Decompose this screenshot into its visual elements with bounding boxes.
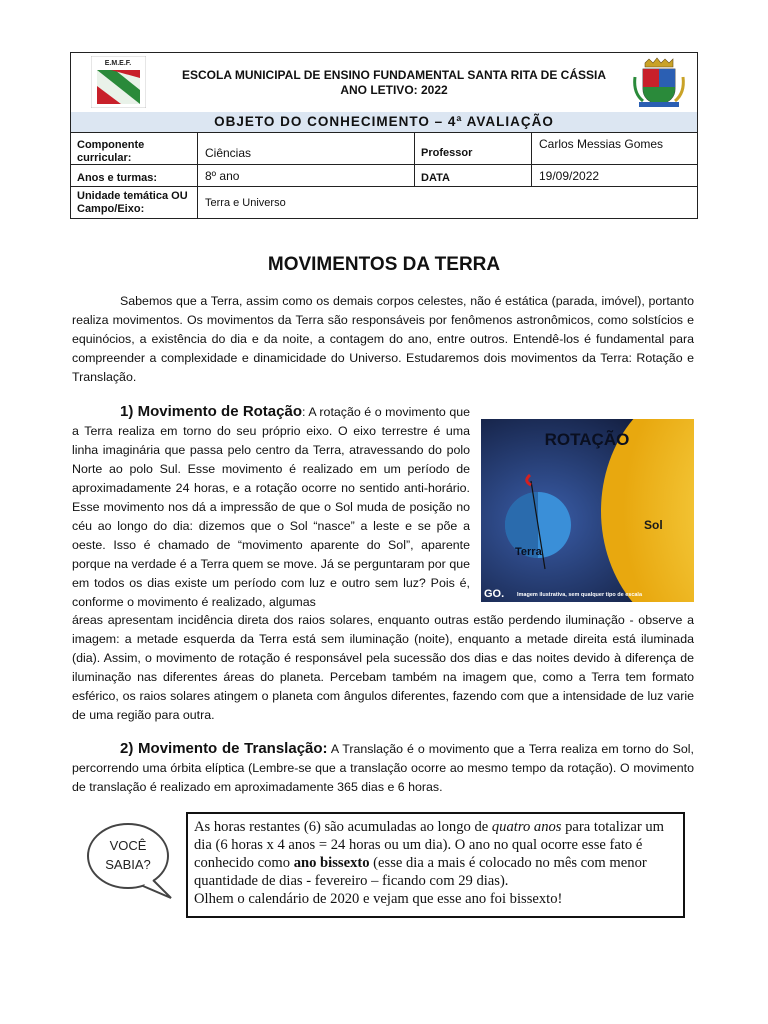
translation-heading: 2) Movimento de Translação:: [120, 740, 328, 757]
assessment-title: OBJETO DO CONHECIMENTO – 4ª AVALIAÇÃO: [71, 112, 697, 133]
header-table: [70, 52, 698, 219]
city-coat-of-arms: [631, 57, 687, 109]
rotation-colon: :: [302, 405, 309, 419]
did-you-know-text: [186, 812, 685, 918]
did-you-know-box: [83, 812, 687, 920]
component-value: Ciências: [205, 146, 252, 160]
header-top-row: [71, 53, 697, 113]
page-title: MOVIMENTOS DA TERRA: [267, 254, 501, 275]
rotation-paragraph: [72, 402, 470, 612]
date-value: 19/09/2022: [539, 169, 600, 183]
unit-label: Unidade temática OU Campo/Eixo:: [77, 190, 188, 215]
teacher-label: Professor: [421, 147, 473, 159]
fact-text-1: As horas restantes (6) são acumuladas ao longo de: [194, 819, 492, 835]
translation-text: A Translação é o movimento que a Terra realiza em torno do Sol, percorrendo uma órbita elíptica (Lembre-se que a translação ocorre ao mesmo tempo da rotação). O movimento de translação é realizado em aproximadamente 365 dias e 6 horas.: [72, 742, 695, 794]
rotation-illustration: [481, 419, 694, 602]
rotation-paragraph-continued: áreas apresentam incidência direta dos raios solares, enquanto outras estão perdendo iluminação - observe a imagem: a metade esquerda da Terra está sem iluminação (noite), enquanto a metade direita está iluminada (dia). Assim, o movimento de rotação é responsável pela sucessão dos dias e das noites devido à diferença de iluminação nas diferentes áreas do planeta. Percebam também na imagem que, como a Terra tem formato esférico, os raios solares atingem o planeta com ângulos diferentes, fazendo com que a intensidade de luz varie de uma região para outra.: [72, 613, 694, 722]
school-heading: [171, 68, 617, 98]
grade-value: 8º ano: [205, 169, 240, 183]
rotation-text: A rotação é o movimento que a Terra realiza em torno do seu próprio eixo. O eixo terrestre é uma linha imaginária que passa pelo centro da Terra, atravessando do polo Norte ao polo Sul. Esse movimento é realizado em um período de aproximadamente 24 horas, e a rotação ocorre no sentido anti-horário. Esse movimento nos dá a impressão de que o Sol muda de posição no céu ao longo do dia: dizemos que o Sol “nasce” a leste e se põe a oeste. Isso é chamado de “movimento aparente do Sol”, aparente porque na verdade é a Terra quem se move. Já se perguntaram por que em todos os dias existe um período com luz e outro sem luz? Pois é, conforme o movimento é realizado, algumas: [72, 405, 470, 609]
col-divider: [531, 133, 532, 186]
fact-text-2: para totalizar um dia (6 horas x 4 anos = 24 horas ou um dia). O ano no qual ocorre esse fato é conhecido como: [194, 819, 664, 871]
unit-value: Terra e Universo: [205, 197, 286, 209]
logo-text: E.M.E.F.: [104, 60, 132, 67]
fact-bold: ano bissexto: [293, 855, 370, 871]
image-title: ROTAÇÃO: [544, 430, 630, 449]
grade-label: Anos e turmas:: [77, 172, 158, 184]
component-label: Componente curricular:: [77, 139, 145, 164]
bubble-line-2: SABIA?: [105, 857, 151, 872]
earth-label: Terra: [515, 546, 542, 558]
fact-italic: quatro anos: [491, 819, 562, 835]
translation-paragraph: [72, 739, 694, 797]
rotation-heading: 1) Movimento de Rotação: [120, 403, 302, 420]
sun-label: Sol: [644, 518, 663, 532]
image-caption: Imagem ilustrativa, sem qualquer tipo de escala: [517, 592, 643, 598]
school-name: ESCOLA MUNICIPAL DE ENSINO FUNDAMENTAL SANTA RITA DE CÁSSIA: [181, 68, 606, 82]
col-divider: [197, 133, 198, 219]
speech-bubble-icon: [83, 818, 183, 908]
school-year: ANO LETIVO: 2022: [340, 83, 448, 97]
bubble-line-1: VOCÊ: [109, 838, 147, 853]
intro-paragraph: Sabemos que a Terra, assim como os demais corpos celestes, não é estática (parada, imóvel), portanto realiza movimentos. Os movimentos da Terra são responsáveis por fenômenos astronômicos, como solstícios e equinócios, a existência do dia e da noite, a contagem do ano, entre outros. Entendê-los é fundamental para compreender a complexidade e dinamicidade do Universo. Estudaremos dois movimentos da Terra: Rotação e Translação.: [72, 294, 694, 384]
brand-logo: GO.: [484, 588, 505, 600]
date-label: DATA: [421, 172, 450, 184]
teacher-value: Carlos Messias Gomes: [539, 137, 664, 151]
school-logo: [91, 56, 146, 108]
fact-text-3: (esse dia a mais é colocado no mês com menor quantidade de dias - fevereiro – ficando com 29 dias).: [194, 855, 647, 889]
fact-text-4: Olhem o calendário de 2020 e vejam que esse ano foi bissexto!: [194, 891, 563, 907]
